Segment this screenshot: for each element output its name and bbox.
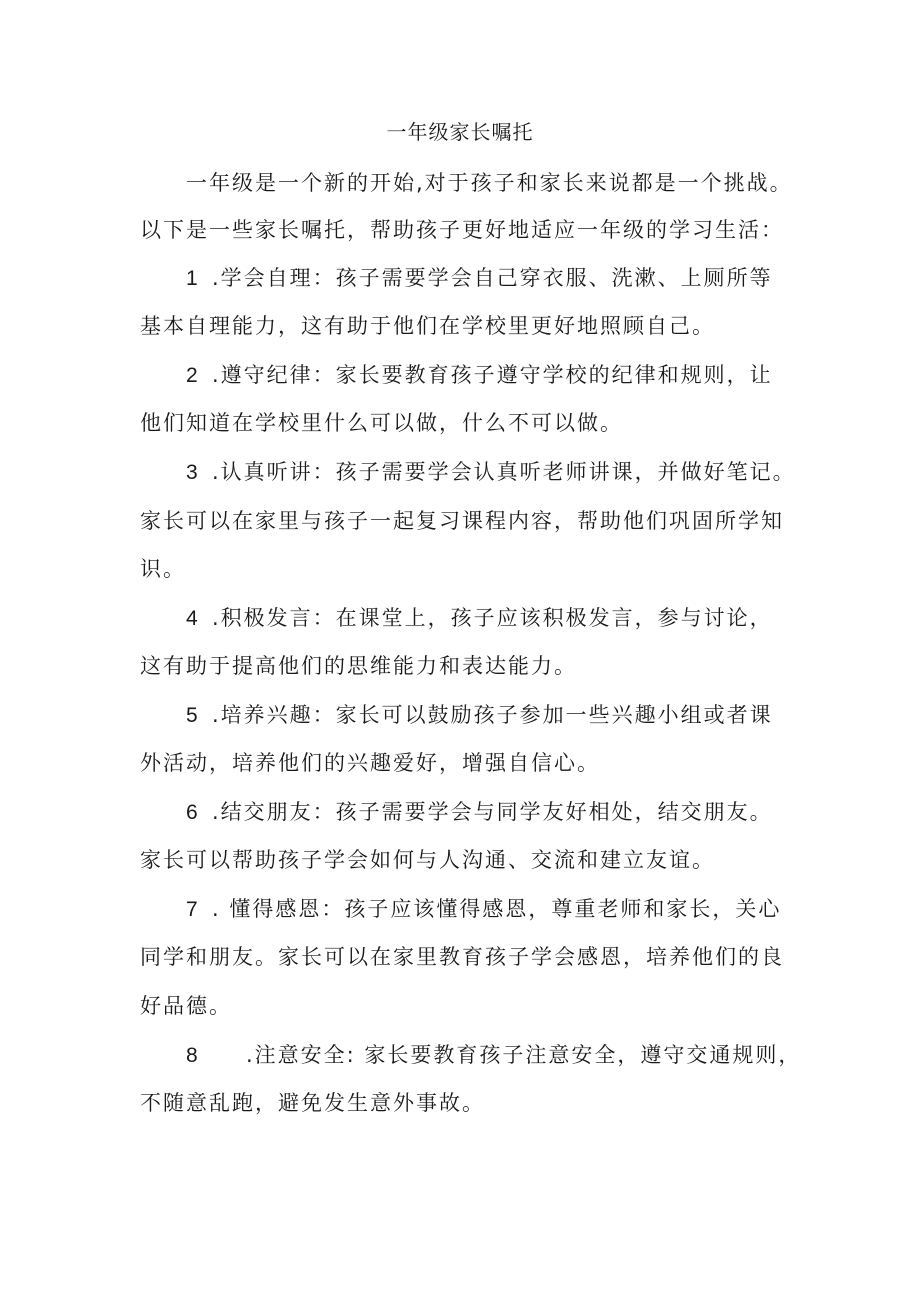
list-item-first-line	[186, 797, 800, 828]
list-item-line: 好品德。	[140, 994, 232, 1018]
list-item-first-line	[186, 1040, 800, 1071]
item-number: 3	[186, 461, 198, 484]
list-item-first-line	[186, 603, 800, 634]
item-text: .认真听讲：孩子需要学会认真听老师讲课，并做好笔记。	[212, 460, 796, 484]
item-text: .遵守纪律：家长要教育孩子遵守学校的纪律和规则，让	[212, 363, 773, 387]
list-item-line: 不随意乱跑，避免发生意外事故。	[140, 1091, 485, 1115]
item-number: 8	[186, 1044, 198, 1067]
intro-line: 以下是一些家长嘱托，帮助孩子更好地适应一年级的学习生活：	[140, 218, 784, 242]
list-item-line: 这有助于提高他们的思维能力和表达能力。	[140, 654, 577, 678]
list-item-line: 外活动，培养他们的兴趣爱好，增强自信心。	[140, 751, 600, 775]
item-number: 5	[186, 704, 198, 727]
list-item-line: 家长可以在家里与孩子一起复习课程内容，帮助他们巩固所学知	[140, 509, 784, 533]
item-text: . 懂得感恩：孩子应该懂得感恩，尊重老师和家长，关心	[212, 897, 782, 921]
item-text: .注意安全: 家长要教育孩子注意安全，遵守交通规则，	[246, 1043, 802, 1067]
list-item-line: 基本自理能力，这有助于他们在学校里更好地照顾自己。	[140, 314, 715, 338]
list-item-first-line	[186, 894, 800, 925]
item-text: .培养兴趣：家长可以鼓励孩子参加一些兴趣小组或者课	[212, 703, 773, 727]
list-item-first-line	[186, 263, 800, 294]
intro-line: 一年级是一个新的开始,对于孩子和家长来说都是一个挑战。	[186, 171, 793, 195]
item-number: 4	[186, 607, 198, 630]
list-item-first-line	[186, 457, 800, 488]
list-item-first-line	[186, 700, 800, 731]
list-item-first-line	[186, 360, 800, 391]
item-number: 7	[186, 898, 198, 921]
item-text: .学会自理：孩子需要学会自己穿衣服、洗漱、上厕所等	[212, 266, 773, 290]
item-number: 2	[186, 364, 198, 387]
list-item-line: 家长可以帮助孩子学会如何与人沟通、交流和建立友谊。	[140, 848, 715, 872]
item-number: 6	[186, 801, 198, 824]
list-item-line: 同学和朋友。家长可以在家里教育孩子学会感恩，培养他们的良	[140, 945, 784, 969]
list-item-line: 他们知道在学校里什么可以做，什么不可以做。	[140, 411, 623, 435]
item-number: 1	[186, 267, 198, 290]
document-title: 一年级家长嘱托	[386, 120, 534, 144]
list-item-line: 识。	[140, 557, 186, 581]
item-text: .结交朋友：孩子需要学会与同学友好相处，结交朋友。	[212, 800, 773, 824]
item-text: .积极发言：在课堂上，孩子应该积极发言，参与讨论，	[212, 606, 773, 630]
